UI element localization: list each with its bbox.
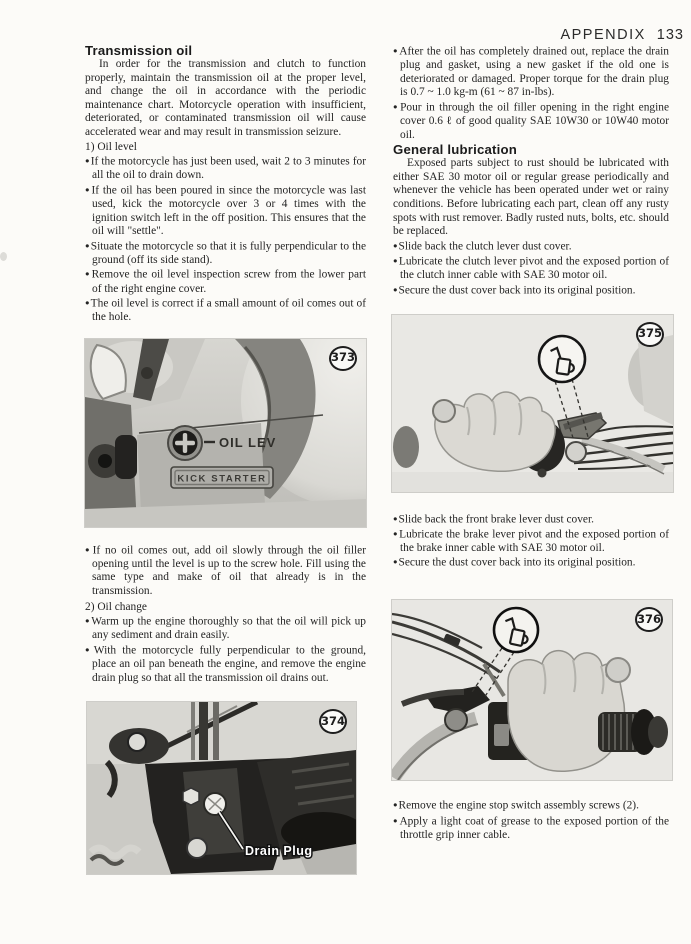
section-heading-general-lubrication: General lubrication: [393, 142, 517, 158]
bullet-item: ● The oil level is correct if a small amount of oil comes out of the hole.: [85, 296, 366, 325]
bullet-item: ● If the oil has been poured in since the motorcycle was last used, kick the motorcycle over 3 or 4 times with the ignition switch left in the off position. This ensures that the oil will "settle".: [85, 183, 366, 239]
bullet-item: ● After the oil has completely drained out, replace the drain plug and gasket, using a new gasket if the old one is deteriorated or damaged. Proper torque for the drain plug is 0.7 ~ 1.0 kg-m (61 ~ 87 in-lbs).: [393, 44, 669, 100]
left-column: [85, 0, 366, 874]
section-heading-transmission-oil: Transmission oil: [85, 43, 193, 58]
bullet-item: ● Remove the oil level inspection screw from the lower part of the right engine cover.: [85, 267, 366, 296]
kick-starter-plate: [171, 467, 273, 488]
right-column: [393, 0, 669, 842]
figure-number: 376: [637, 612, 662, 627]
oil-can-icon: [539, 336, 585, 382]
svg-text:OIL LEV: OIL LEV: [219, 434, 277, 450]
figure-373-oil-level-photo: [85, 339, 366, 527]
figure-number-badge: [636, 322, 664, 347]
photo-oil-level-screw: [85, 339, 366, 527]
bullet-item: ● If the motorcycle has just been used, wait 2 to 3 minutes for all the oil to drain down.: [85, 154, 366, 183]
oil-can-icon: [494, 608, 538, 652]
bullet-item: ● Slide back the clutch lever dust cover.: [393, 239, 669, 254]
bullet-item: ● Warm up the engine thoroughly so that the oil will pick up any sediment and drain easily.: [85, 614, 366, 643]
figure-374-drain-plug-photo: [87, 702, 356, 874]
bullet-item: ● Slide back the front brake lever dust cover.: [393, 512, 669, 527]
bar-end: [433, 400, 455, 422]
subsection-oil-change: 2) Oil change: [85, 600, 147, 613]
svg-text:KICK STARTER: KICK STARTER: [177, 473, 267, 485]
bullet-item: ● Apply a light coat of grease to the exposed portion of the throttle grip inner cable.: [393, 814, 669, 843]
bullet-item: ● With the motorcycle fully perpendicular to the ground, place an oil pan beneath the engine, and remove the engine drain plug so that all the transmission oil drains out.: [85, 643, 366, 685]
bullet-item: ● Lubricate the clutch lever pivot and the exposed portion of the clutch inner cable with SAE 30 motor oil.: [393, 254, 669, 283]
page-number: 133: [656, 27, 684, 43]
bullet-item: ● Situate the motorcycle so that it is fully perpendicular to the ground (off its side stand).: [85, 239, 366, 268]
scan-artifact: [0, 252, 7, 261]
appendix-label: APPENDIX: [560, 27, 646, 43]
figure-number: 374: [321, 713, 346, 728]
lever-pivot: [566, 442, 586, 462]
photo-brake-lever-lubrication: [392, 600, 672, 780]
bullet-item: ● Pour in through the oil filler opening in the right engine cover 0.6 ℓ of good quality SAE 10W30 or 10W40 motor oil.: [393, 100, 669, 142]
figure-number-badge: [329, 346, 357, 371]
figure-number: 375: [638, 326, 663, 341]
svg-text:Drain Plug: Drain Plug: [245, 844, 313, 859]
bar-end: [606, 658, 630, 682]
transmission-oil-intro: In order for the transmission and clutch to function properly, maintain the transmission oil at the proper level, and change the oil in accordance with the periodic maintenance chart. Motorcycle operation with insufficient, deteriorated, or contaminated transmission oil will cause accelerated wear and may result in transmission seizure.: [85, 58, 366, 138]
drain-plug-bolt: [204, 793, 226, 815]
oil-level-screw: [168, 426, 202, 460]
figure-376-brake-lever-photo: [392, 600, 672, 780]
subsection-oil-level: 1) Oil level: [85, 140, 137, 153]
photo-clutch-lever-lubrication: [392, 315, 673, 492]
bullet-item: ● Lubricate the brake lever pivot and the exposed portion of the brake inner cable with SAE 30 motor oil.: [393, 527, 669, 556]
figure-375-clutch-lever-photo: [392, 315, 673, 492]
bullet-item: ● Remove the engine stop switch assembly screws (2).: [393, 798, 669, 813]
general-lubrication-intro: Exposed parts subject to rust should be lubricated with either SAE 30 motor oil or regular grease periodically and whenever the vehicle has been operated under wet or rainy conditions. Before lubricating each part, clean off any rusty spots with rust remover. Badly rusted nuts, bolts, etc. should be replaced.: [393, 157, 669, 238]
figure-number: 373: [331, 350, 356, 365]
photo-engine-drain-plug: [87, 702, 356, 874]
bullet-item: ● If no oil comes out, add oil slowly through the oil filler opening until the level is up to the screw hole. Fill using the same type and make of oil that already is in the transmission.: [85, 543, 366, 599]
bullet-item: ● Secure the dust cover back into its original position.: [393, 555, 669, 570]
bullet-item: ● Secure the dust cover back into its original position.: [393, 283, 669, 298]
